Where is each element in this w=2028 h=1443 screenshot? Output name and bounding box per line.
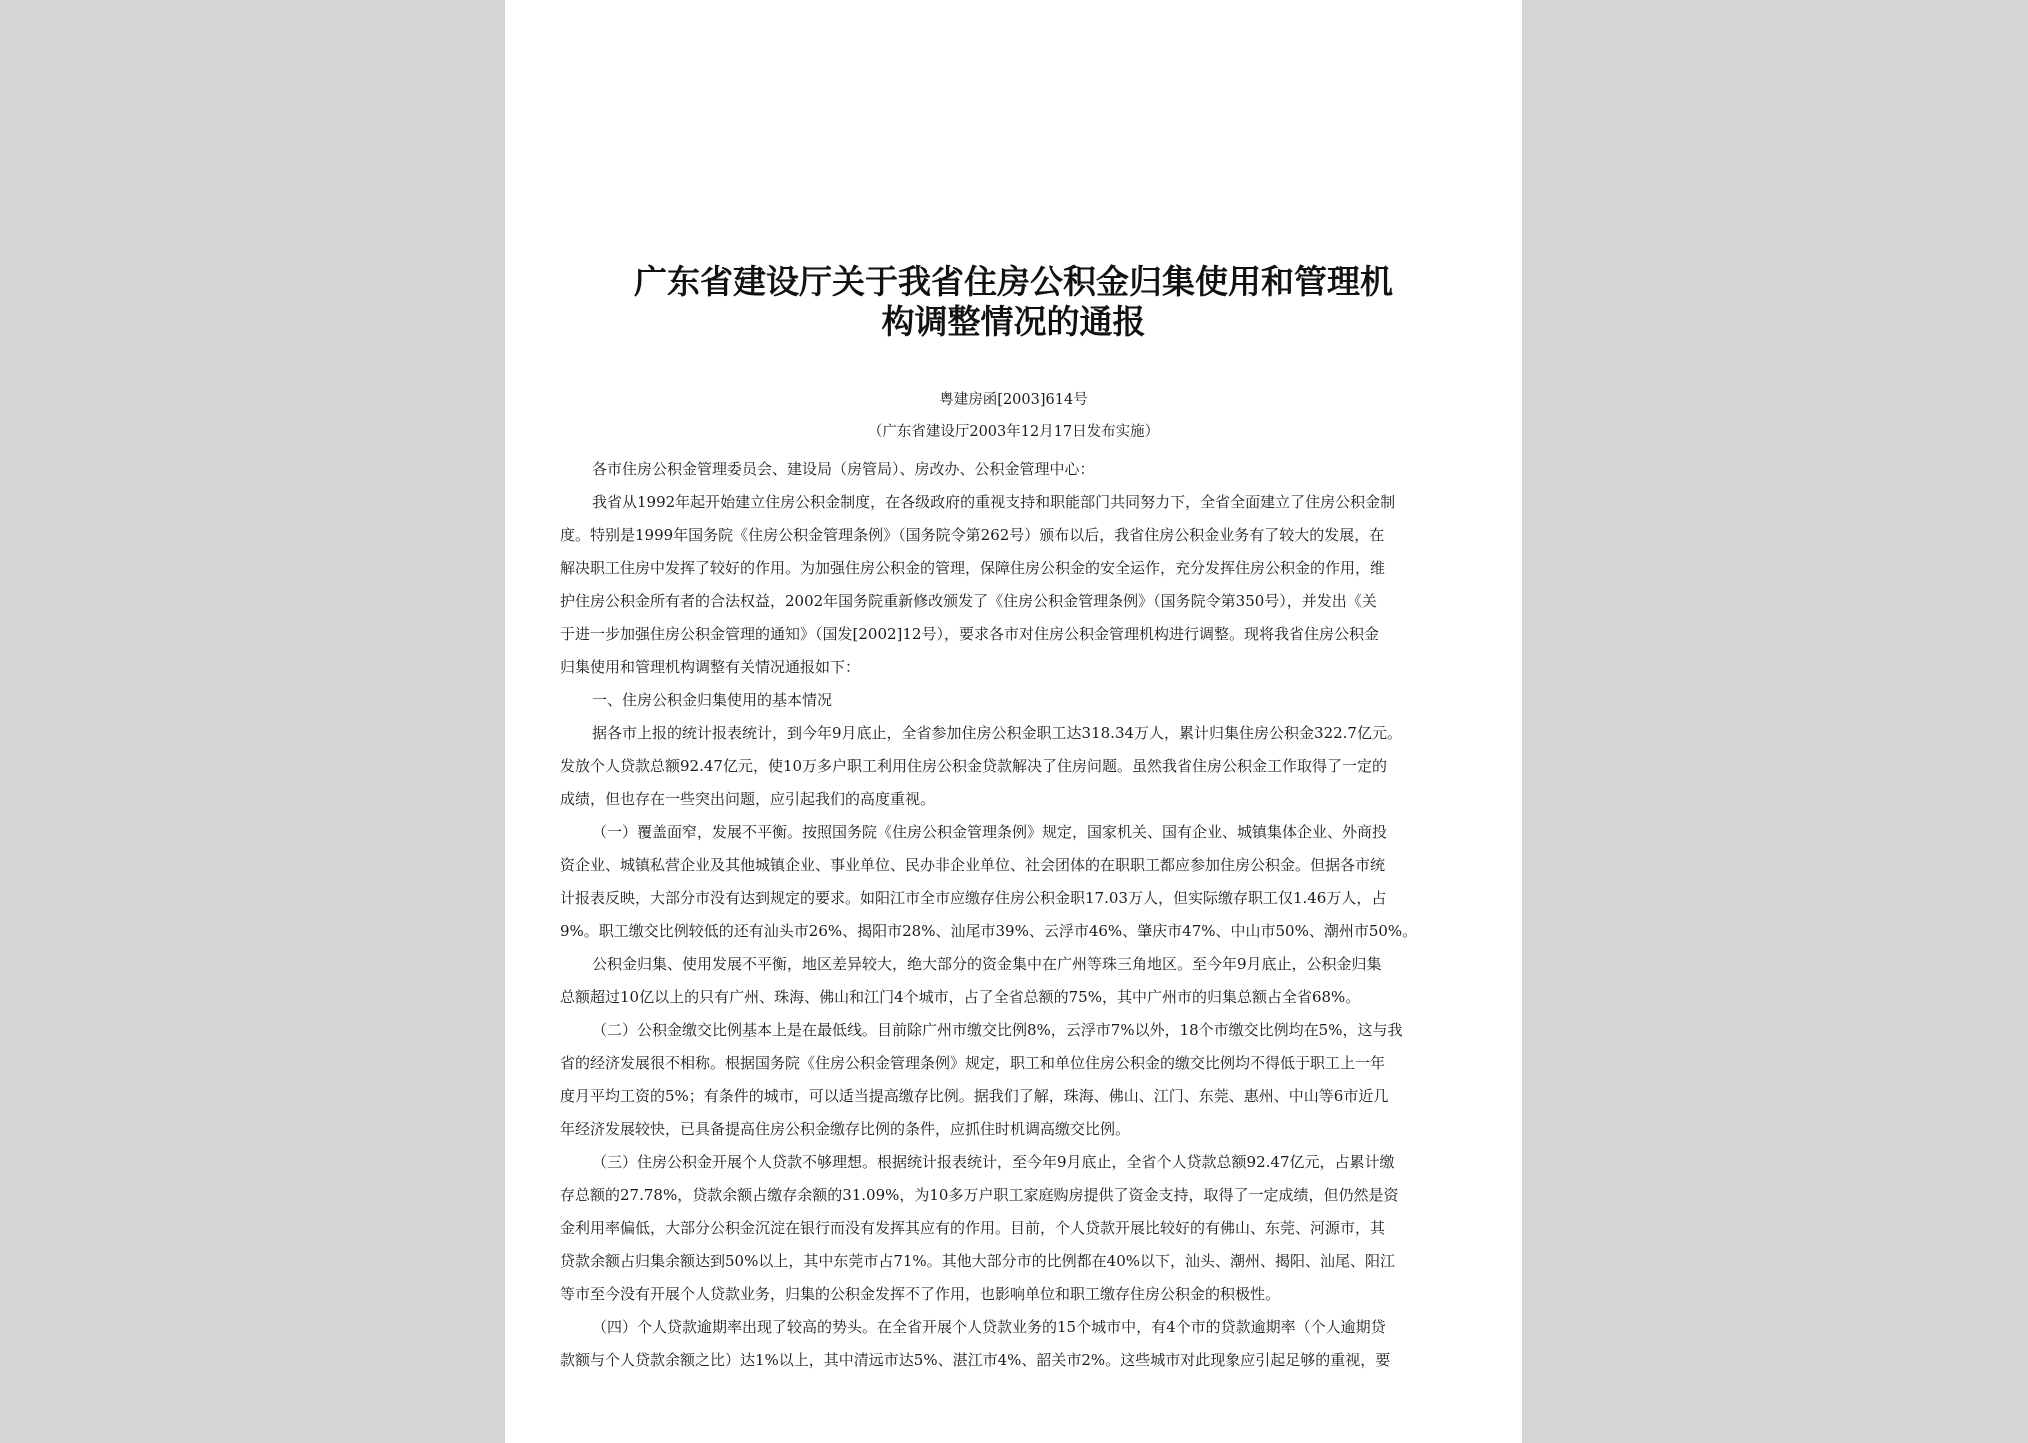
- body-line: （二）公积金缴交比例基本上是在最低线。目前除广州市缴交比例8%，云浮市7%以外，18个市缴交比例均在5%，这与我: [592, 1021, 1403, 1039]
- document-page: [505, 0, 1522, 1443]
- body-line: 护住房公积金所有者的合法权益，2002年国务院重新修改颁发了《住房公积金管理条例》（国务院令第350号），并发出《关: [560, 592, 1377, 610]
- body-line: 年经济发展较快，已具备提高住房公积金缴存比例的条件，应抓住时机调高缴交比例。: [560, 1120, 1131, 1138]
- document-title: [565, 262, 1462, 342]
- body-line: 归集使用和管理机构调整有关情况通报如下：: [560, 658, 861, 676]
- body-line: 等市至今没有开展个人贷款业务，归集的公积金发挥不了作用，也影响单位和职工缴存住房公积金的积极性。: [560, 1285, 1281, 1303]
- document-body: [560, 453, 1472, 1377]
- issue-date-note: （广东省建设厅2003年12月17日发布实施）: [867, 424, 1160, 440]
- section-heading: 一、住房公积金归集使用的基本情况: [592, 691, 833, 709]
- body-line: 资企业、城镇私营企业及其他城镇企业、事业单位、民办非企业单位、社会团体的在职职工都应参加住房公积金。但据各市统: [560, 856, 1386, 874]
- body-line: 公积金归集、使用发展不平衡，地区差异较大，绝大部分的资金集中在广州等珠三角地区。至今年9月底止，公积金归集: [592, 955, 1382, 973]
- body-line: 贷款余额占归集余额达到50%以上，其中东莞市占71%。其他大部分市的比例都在40%以下，汕头、潮州、揭阳、汕尾、阳江: [560, 1252, 1396, 1270]
- body-line: （三）住房公积金开展个人贷款不够理想。根据统计报表统计，至今年9月底止，全省个人贷款总额92.47亿元，占累计缴: [592, 1153, 1395, 1171]
- body-line: 总额超过10亿以上的只有广州、珠海、佛山和江门4个城市，占了全省总额的75%，其中广州市的归集总额占全省68%。: [560, 988, 1361, 1006]
- body-line: （四）个人贷款逾期率出现了较高的势头。在全省开展个人贷款业务的15个城市中，有4个市的贷款逾期率（个人逾期贷: [592, 1318, 1386, 1336]
- body-line: 于进一步加强住房公积金管理的通知》（国发[2002]12号），要求各市对住房公积金管理机构进行调整。现将我省住房公积金: [560, 625, 1379, 643]
- title-line: 广东省建设厅关于我省住房公积金归集使用和管理机: [634, 262, 1393, 301]
- body-line: 9%。职工缴交比例较低的还有汕头市26%、揭阳市28%、汕尾市39%、云浮市46%、肇庆市47%、中山市50%、潮州市50%。: [560, 922, 1418, 940]
- body-line: 发放个人贷款总额92.47亿元，使10万多户职工利用住房公积金贷款解决了住房问题。虽然我省住房公积金工作取得了一定的: [560, 757, 1388, 775]
- body-line: 款额与个人贷款余额之比）达1%以上，其中清远市达5%、湛江市4%、韶关市2%。这些城市对此现象应引起足够的重视，要: [560, 1351, 1391, 1369]
- body-line: （一）覆盖面窄，发展不平衡。按照国务院《住房公积金管理条例》规定，国家机关、国有企业、城镇集体企业、外商投: [592, 823, 1388, 841]
- body-line: 我省从1992年起开始建立住房公积金制度，在各级政府的重视支持和职能部门共同努力下，全省全面建立了住房公积金制: [592, 493, 1396, 511]
- body-line: 金利用率偏低，大部分公积金沉淀在银行而没有发挥其应有的作用。目前，个人贷款开展比较好的有佛山、东莞、河源市，其: [560, 1219, 1386, 1237]
- body-line: 各市住房公积金管理委员会、建设局（房管局）、房改办、公积金管理中心：: [592, 460, 1095, 478]
- body-line: 计报表反映，大部分市没有达到规定的要求。如阳江市全市应缴存住房公积金职17.03万人，但实际缴存职工仅1.46万人，占: [560, 889, 1387, 907]
- title-line: 构调整情况的通报: [881, 302, 1146, 341]
- body-line: 省的经济发展很不相称。根据国务院《住房公积金管理条例》规定，职工和单位住房公积金的缴交比例均不得低于职工上一年: [560, 1054, 1386, 1072]
- body-line: 解决职工住房中发挥了较好的作用。为加强住房公积金的管理，保障住房公积金的安全运作，充分发挥住房公积金的作用，维: [560, 559, 1386, 577]
- body-line: 度。特别是1999年国务院《住房公积金管理条例》（国务院令第262号）颁布以后，我省住房公积金业务有了较大的发展，在: [560, 526, 1385, 544]
- body-line: 度月平均工资的5%；有条件的城市，可以适当提高缴存比例。据我们了解，珠海、佛山、江门、东莞、惠州、中山等6市近几: [560, 1087, 1389, 1105]
- body-line: 据各市上报的统计报表统计，到今年9月底止，全省参加住房公积金职工达318.34万人，累计归集住房公积金322.7亿元。: [592, 724, 1402, 742]
- document-number: 粤建房函[2003]614号: [939, 392, 1088, 408]
- body-line: 成绩，但也存在一些突出问题，应引起我们的高度重视。: [560, 790, 936, 808]
- body-line: 存总额的27.78%，贷款余额占缴存余额的31.09%，为10多万户职工家庭购房提供了资金支持，取得了一定成绩，但仍然是资: [560, 1186, 1399, 1204]
